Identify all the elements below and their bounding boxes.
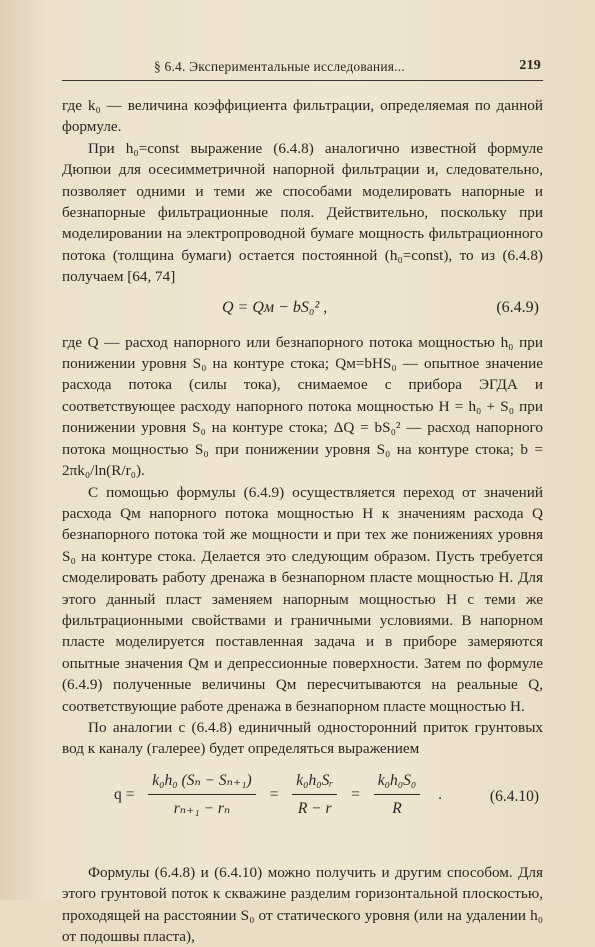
fraction-3-numerator: k₀h₀S₀ bbox=[374, 770, 421, 795]
formula-6-4-10-label: (6.4.10) bbox=[489, 787, 539, 805]
paragraph-5: По аналогии с (6.4.8) единичный односторонний приток грунтовых вод к каналу (галерее) будет определяться выражением bbox=[62, 718, 543, 758]
fraction-1-numerator: k₀h₀ (Sₙ − Sₙ₊₁) bbox=[148, 770, 255, 795]
fraction-2-denominator: R − r bbox=[297, 800, 332, 818]
fraction-1 bbox=[148, 770, 255, 820]
fraction-3 bbox=[374, 770, 421, 820]
formula-6-4-9-label: (6.4.9) bbox=[496, 298, 539, 316]
paragraph-6: Формулы (6.4.8) и (6.4.10) можно получить и другим способом. Для этого грунтовой поток к скважине разделим горизонтальной плоскостью, проходящей на расстоянии S₀ от статического уровня (или на удалении h₀ от подошвы пласта), bbox=[62, 863, 543, 945]
formula-6-4-9-expression: Q = Qм − bS₀² , bbox=[222, 298, 328, 316]
body-text bbox=[62, 95, 543, 947]
running-head-title: § 6.4. Экспериментальные исследования... bbox=[154, 59, 405, 74]
page-number: 219 bbox=[519, 58, 541, 73]
spacer bbox=[62, 842, 543, 862]
fraction-3-denominator: R bbox=[392, 800, 402, 818]
fraction-1-denominator: rₙ₊₁ − rₙ bbox=[173, 800, 231, 818]
paragraph-2: При h₀=const выражение (6.4.8) аналогично известной формуле Дюпюи для осесимметричной напорной фильтрации и, следовательно, позволяет одними и теми же способами моделировать напорные и безнапорные фильтрационные поля. Действительно, поскольку при моделировании на электропроводной бумаге мощность фильтрационного потока (толщина бумаги) остается постоянной (h₀=const), то из (6.4.8) получаем [64, 74] bbox=[62, 139, 543, 286]
formula-6-4-10 bbox=[62, 760, 543, 842]
paragraph-3: где Q — расход напорного или безнапорного потока мощностью h₀ при понижении уровня S₀ на контуре стока; Qм=bHS₀ — опытное значение расхода потока (силы тока), снимаемое с прибора ЭГДА и соответствующее расходу напорного потока мощностью H = h₀ + S₀ при понижении уровня S₀ на контуре стока; ΔQ = bS₀² — расход напорного потока мощностью S₀ при понижении уровня S₀ на контуре стока; b = 2πk₀/ln(R/r₀). bbox=[62, 333, 543, 480]
formula-6-4-10-expression bbox=[108, 770, 442, 820]
running-head bbox=[62, 58, 543, 81]
formula-lhs: q = bbox=[114, 785, 135, 803]
formula-period: . bbox=[438, 785, 442, 803]
paragraph-1: где k₀ — величина коэффициента фильтрации, определяемая по данной формуле. bbox=[62, 97, 543, 136]
fraction-2-numerator: k₀h₀Sᵣ bbox=[292, 770, 337, 795]
formula-6-4-9 bbox=[62, 288, 543, 332]
equals-sign: = bbox=[351, 785, 360, 803]
equals-sign: = bbox=[269, 785, 279, 803]
fraction-2 bbox=[292, 770, 337, 820]
paragraph-4: С помощью формулы (6.4.9) осуществляется переход от значений расхода Qм напорного потока мощностью H к значениям расхода Q безнапорного потока той же мощности и при тех же понижениях уровня S₀ на контуре стока. Делается это следующим образом. Пусть требуется смоделировать работу дренажа в безнапорном пласте мощностью H. Для этого данный пласт заменяем напорным мощностью H с теми же фильтрационными свойствами и граничными условиями. В напорном пласте моделируется поставленная задача и в приборе замеряются опытные значения Qм и депрессионные поверхности. Затем по формуле (6.4.9) полученные величины Qм пересчитываются на реальные Q, соответствующие работе дренажа в безнапорном пласте мощностью H. bbox=[62, 483, 543, 715]
